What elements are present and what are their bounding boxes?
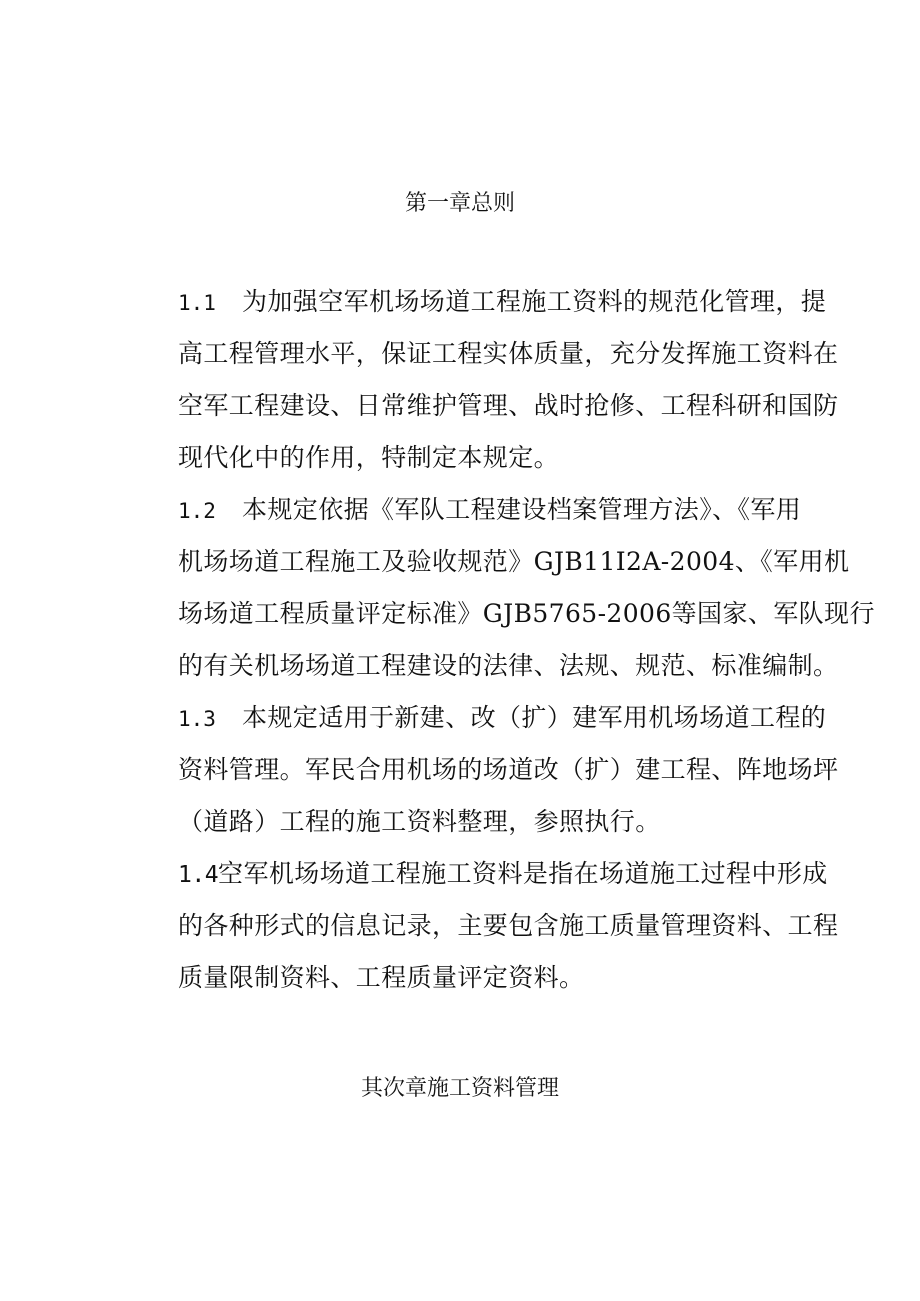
section-1-1-line-1 [178,285,826,320]
section-1-2-line-4: 的有关机场场道工程建设的法律、法规、规范、标准编制。 [178,651,839,680]
section-1-3-line-2: 资料管理。军民合用机场的场道改（扩）建工程、阵地场坪 [178,755,839,784]
section-text: 空军机场场道工程施工资料是指在场道施工过程中形成 [218,859,828,888]
section-1-4-line-2: 的各种形式的信息记录，主要包含施工质量管理资料、工程 [178,911,839,940]
section-1-2-line-2: 机场场道工程施工及验收规范》GJB11I2A-2004、《军用机 [178,547,850,576]
section-1-2-line-1 [178,493,801,528]
chapter-2-title: 其次章施工资料管理 [360,1076,559,1101]
chapter-1-title: 第一章总则 [404,191,515,216]
section-text: 本规定依据《军队工程建设档案管理方法》、《军用 [242,495,802,524]
section-1-3-line-3: （道路）工程的施工资料整理，参照执行。 [178,807,661,836]
section-1-1-line-4: 现代化中的作用，特制定本规定。 [178,443,560,472]
section-1-1-line-2: 高工程管理水平，保证工程实体质量，充分发挥施工资料在 [178,339,839,368]
section-1-3-line-1 [178,701,826,736]
section-number: 1.3 [178,707,216,731]
section-1-4-line-1 [178,857,828,892]
section-number: 1.2 [178,499,216,523]
section-1-1-line-3: 空军工程建设、日常维护管理、战时抢修、工程科研和国防 [178,391,839,420]
section-number: 1.1 [178,291,216,315]
section-1-2-line-3: 场场道工程质量评定标准》GJB5765-2006等国家、军队现行 [178,599,875,628]
section-1-4-line-3: 质量限制资料、工程质量评定资料。 [178,963,585,992]
section-number: 1.4 [178,862,219,888]
section-text: 本规定适用于新建、改（扩）建军用机场场道工程的 [242,703,827,732]
section-text: 为加强空军机场场道工程施工资料的规范化管理，提 [242,287,827,316]
